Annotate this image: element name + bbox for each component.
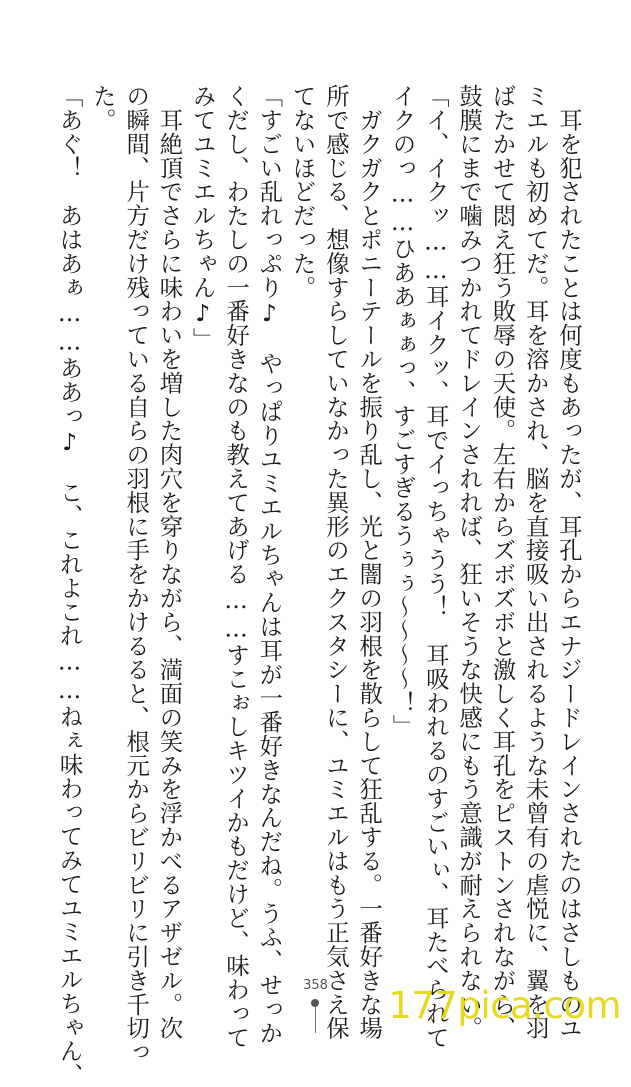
text-line-11: くだし、わたしの一番好きなのも教えてあげる……すこぉしキツイかもだけど、味わって	[222, 84, 251, 1050]
text-line-12: みてユミエルちゃん♪」	[188, 84, 217, 352]
text-line-6: イクのっ……ひああぁぁっ、すごすぎるうぅぅ〜〜〜〜！」	[388, 84, 417, 739]
text-line-15: た。	[88, 84, 117, 132]
text-line-14: の瞬間、片方だけ残っている自らの羽根に手をかけるると、根元からビリビリに引き千切っ	[122, 84, 151, 1064]
page-marker-dot	[311, 999, 319, 1007]
text-line-10: 「すごい乱れっぷり♪ やっぱりユミエルちゃんは耳が一番好きなんだね。うふ、せっか	[255, 84, 284, 1045]
text-line-4: 鼓膜にまで噛みつかれてドレインされれば、狂いそうな快感にもう意識が耐えられない。	[455, 84, 484, 1040]
text-line-3: ばたかせて悶え狂う敗辱の天使。左右からズボズボと激しく耳孔をピストンされながら、	[488, 84, 517, 1040]
text-line-1: 耳を犯されたことは何度もあったが、耳孔からエナジードレインされたのはさしものユ	[555, 84, 583, 1040]
text-line-16: 「あぐ！ あはあぁ……ああっ♪ こ、これよこれ……ねぇ味わってみてユミエルちゃん、	[55, 84, 84, 1087]
text-line-5: 「イ、イクッ……耳イクッ、耳でイっちゃうう！ 耳吸われるのすごいぃ、耳たべられて	[421, 84, 450, 1050]
page-number: 358	[303, 978, 328, 993]
page-marker-line	[315, 1007, 316, 1033]
text-line-7: ガクガクとポニーテールを振り乱し、光と闇の羽根を散らして狂乱する。一番好きな場	[355, 84, 384, 1040]
watermark: 177pica.com	[388, 984, 621, 1027]
text-line-2: ミエルも初めてだ。耳を溶かされ、脳を直接吸い出されるような未曾有の虐悦に、翼を羽	[521, 84, 550, 1040]
text-line-13: 耳絶頂でさらに味わいを増した肉穴を穿りながら、満面の笑みを浮かべるアザゼル。次	[155, 84, 184, 1040]
text-line-8: 所で感じる、想像すらしていなかった異形のエクスタシーに、ユミエルはもう正気さえ保	[321, 84, 350, 1040]
text-line-9: てないほどだった。	[288, 84, 317, 300]
